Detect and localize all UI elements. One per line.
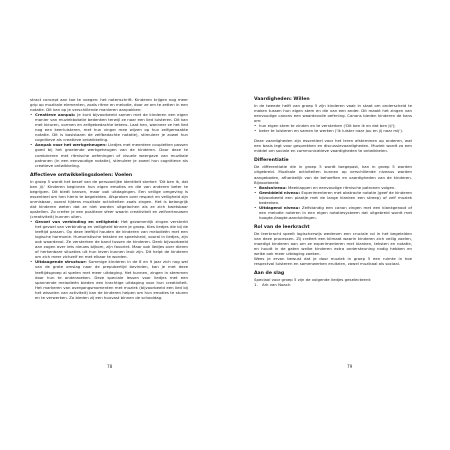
bullet-list-levels [254,185,412,220]
bullet-list-approaches [30,112,188,168]
section-heading: Differentiatie [254,158,289,164]
bullet-list-affective [30,219,188,300]
paragraph: Deze vaardigheden zijn essentieel voor het leren afstemmen op anderen, wat een basis legt voor gesprekken en discussievaardigheden. Muziek wordt zo een middel om sociale en communicatieve vaardigheden te ontwikkelen. [254,138,412,154]
list-item: 1. Ark van Noach [254,282,291,288]
left-text-column [30,97,188,300]
list-item: • Uitdagend niveau: Zelfstandig een canon zingen met een klankgenoot of een melodie noteren in een eigen notatiesysteem dat uitgebreid wordt met hoogte-/laagte-aanduidingen. [254,205,412,220]
right-text-column [254,97,412,287]
paragraph: Speciaal voor groep 5 zijn de volgende liedjes geselecteerd: [254,277,372,283]
page-number: 78 [107,364,113,369]
list-item: • hun eigen stem te vinden en te versterken ('Dit ben ik en dat ben jij'); [254,123,412,128]
list-item: • beter te luisteren en samen te werken ('Ik luister naar jou en jij naar mij'). [254,128,412,133]
right-page [225,0,450,450]
paragraph: In groep 5 wordt het besef van de persoonlijke identiteit sterker: 'Dit ben ik, dat ben jij.' Kinderen beginnen hun eigen emoties en die van anderen beter te begrijpen. Dit biedt kansen, maar ook uitdagingen. Een veilige omgeving is essentieel om hen hierin te begeleiden. Afspraken over respect en veiligheid zijn onmisbaar, vooral tijdens muzikale activiteiten zoals zingen. Het is belangrijk dat kinderen weten dat ze niet worden uitgelachen als ze zich kwetsbaar opstellen. Zo creëer je een positieve sfeer waarin creativiteit en zelfvertrouwen (creativiteit) kunnen uiten. [30,178,188,219]
list-item: • Basisniveau: Meeklappen en eenvoudige ritmische patronen volgen. [254,185,412,190]
section-heading: Affectieve ontwikkelingsdoelen: Voelen [30,172,133,178]
list-item: • Creatieve aanpak: Je kunt bijvoorbeeld samen met de kinderen een eigen manier van muziekbotatie bedenken terwijl ze naar een lied luisteren. Dit kan met kleuren, vormen en zelfgebedachte tekens. Laat hen, wanneer ze het lied nog een keerluisteren, met hun vinger mee wijzen op hun zelfgemaakte notatie. Dit is basistaam de zelfbedachte notatie), stimuleer je zowel hun cognitieve als creatieve ontwikkeling. [30,112,188,142]
section-heading: Aan de slag [254,271,285,277]
intro-paragraph: stract concept aan toe te voegen: het notenschrift. Kinderen krijgen nog meer grip op muzikale elementen, zoals ritme en melodie, door ze om te zetten in een notatie. Dit kan op je verschillende manieren aanpakken: [30,97,188,113]
list-item: • Aanpak voor het werkgeheugen: Liedjes met meerdere coupletten passen goed bij het groeiende werkgeheugen van de kinderen. Door deze te combineren met ritmische oefeningen of visuele weergave van muzikale patronen (in een eenvoudige notatie), stimuleer je zowel hun cognitieve als creatieve ontwikkeling. [30,142,188,167]
bullet-list-canons [254,123,412,133]
page-number: 79 [347,364,353,369]
paragraph: De differentiatie die in groep 5 wordt toegepast, kan in groep 5 worden uitgebreid. Muzikale activiteiten kunnen op verschillende niveaus worden aangeboden, afhankelijk van de behoeften en vaardigheden van de kinderen. Bijvoorbeeld: [254,164,412,185]
section-heading: Vaardigheden: Willen [254,97,310,102]
song-list [254,282,412,287]
list-item: • Gevoel van verbinding en veiligheid: Het gezamenlijk zingen versterkt het gevoel van verbinding en veiligheid binnen je groep. Kies liedjes die bij de leeftijd passen. Op deze leeftijd houden de kinderen van melodieën met een logische harmonie. Humoristische teksten en speelsheid, vooral in liedjes, zijn ook waardevol. Ze versterken de band tussen de kinderen. Denk bijvoorbeeld aan zogen over iets nieuws bijkom, zijn favoriet. Maar ook liedjes over dieren of herkenbare situaties uit hun leven kunnen leuk zijn. Dit helpt de kinderen om zich meer zichzelf en met elkaar te worden. [30,219,188,259]
list-item: • Gemiddeld niveau: Experimenteren met abstracte notatie (geef de kinderen bijvoorbeeld een plaatje met de lange klanken een streep) of zelf muziek bedenken. [254,190,412,205]
paragraph: De leerkracht speelt logischerwijs wederom een cruciale rol in het begeleiden van deze processen. Zij creëert een klimaat waarin kinderen zich veilig voelen, moedigt kinderen aan om ze experimenteren met klanken, teksten en notatie, en houdt in de gaten welke kinderen extra ondersteuning nodig hebben en welke ook meer uitdaging zoeken. [254,230,412,257]
list-item: • Uitdaagende structuur: Sommige kinderen in de 8 en 9 jaar zich nog wel van de grote omslag naar de prepubertijd bevinden, kan je met deze leeftijdsgroep al spelen met meer uitdaging. Het kunnen, zingen in stemmen door hun te onderzoeken. Deze speciale lessen voor liedjes met een spannende melodieën bieden een krachtige uitdaging voor hun creativiteit. Het markeren van overgangsmomenten met muziek (bijvoorbeeld een lied bij het wisselen van activiteit) kan de kinderen helpen om hun emoties te sturen en te verwerken. Zo bieden zij een houvast binnen de schooldag. [30,259,188,299]
section-heading: Rol van de leerkracht [254,224,310,230]
paragraph: In de tweede helft van groep 5 zijn kinderen vaak in staat om onderscheid te maken tussen hun eigen stem en die van een ander. Dit maakt het zingen van eenvoudige canons een waardevolle oefening. Canons bieden kinderen de kans om: [254,103,412,124]
paragraph: Wees je ervan bewust dat je door muziek in groep 5 een ruimte in hoe respectvol luisteren en samenwerken eruitzien, zowel muzikaal als sociaal. [254,256,412,267]
